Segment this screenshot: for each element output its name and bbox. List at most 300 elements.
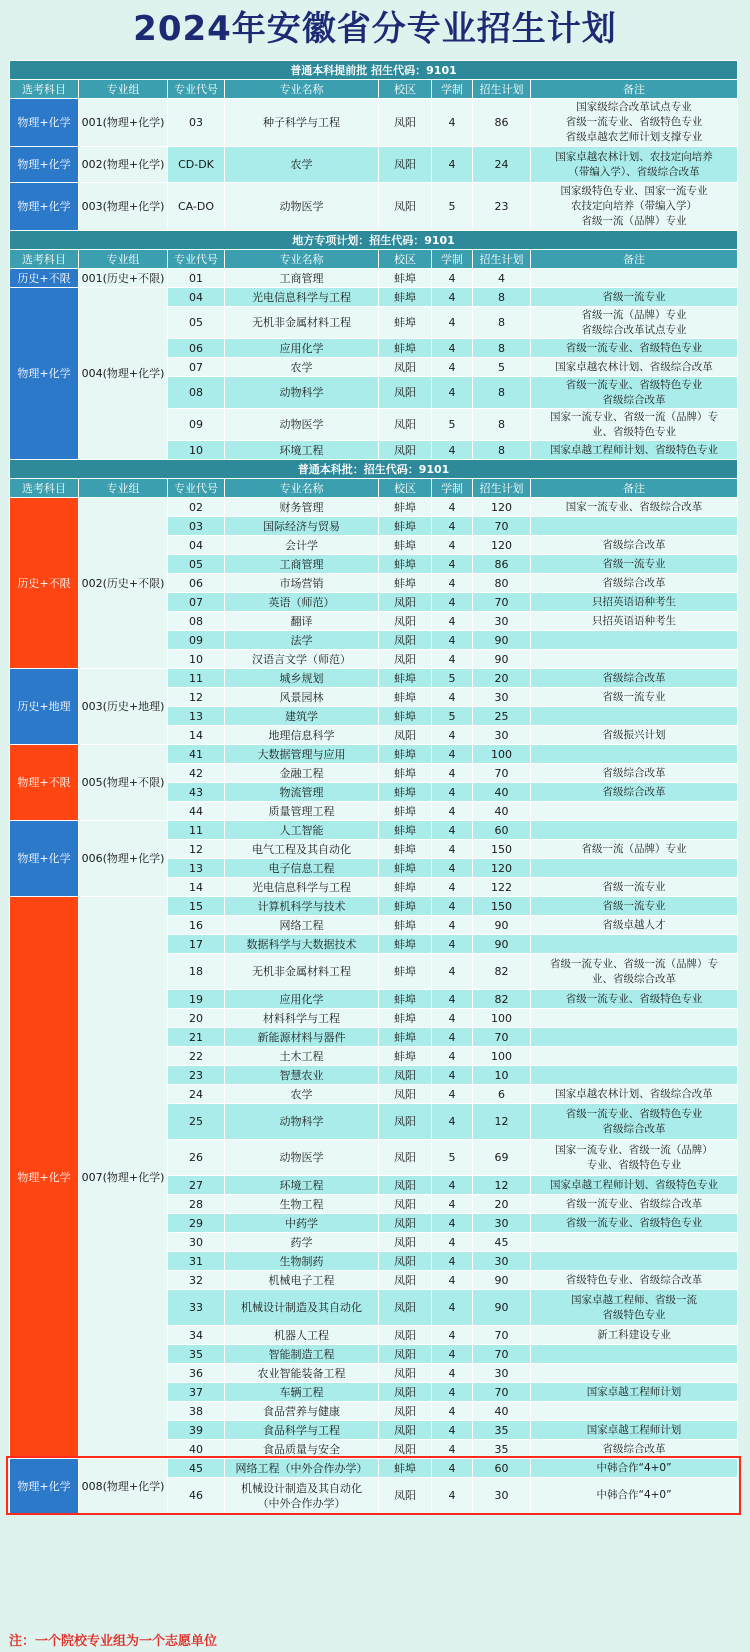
plan-count-cell: 70 [473,593,531,612]
plan-count-cell: 150 [473,897,531,916]
major-name-cell: 电子信息工程 [225,859,379,878]
campus-cell: 蚌埠 [379,669,432,688]
major-name-cell: 金融工程 [225,764,379,783]
campus-cell: 凤阳 [379,441,432,460]
campus-cell: 蚌埠 [379,1459,432,1478]
subject-cell: 物理+不限 [10,745,79,821]
note-cell [531,1047,738,1066]
table-row [10,147,738,183]
plan-count-cell: 12 [473,1104,531,1140]
column-header: 专业组 [79,250,168,269]
plan-count-cell: 40 [473,783,531,802]
campus-cell: 蚌埠 [379,783,432,802]
campus-cell: 凤阳 [379,147,432,183]
table-row [10,821,738,840]
note-cell [531,1252,738,1271]
plan-count-cell: 35 [473,1421,531,1440]
group-cell: 005(物理+不限) [79,745,168,821]
subject-cell: 历史+不限 [10,269,79,288]
years-cell: 4 [432,1066,473,1085]
campus-cell: 凤阳 [379,358,432,377]
major-code-cell: 03 [168,99,225,147]
note-cell: 只招英语语种考生 [531,612,738,631]
campus-cell: 蚌埠 [379,498,432,517]
page-title: 2024年安徽省分专业招生计划 [133,9,617,49]
subject-cell: 物理+化学 [10,99,79,147]
major-name-cell: 生物制药 [225,1252,379,1271]
years-cell: 5 [432,707,473,726]
campus-cell: 蚌埠 [379,897,432,916]
table-row [10,288,738,307]
years-cell: 4 [432,916,473,935]
campus-cell: 蚌埠 [379,935,432,954]
plan-count-cell: 90 [473,650,531,669]
campus-cell: 凤阳 [379,1104,432,1140]
campus-cell: 凤阳 [379,650,432,669]
note-cell: 国家卓越工程师计划、省级特色专业 [531,1176,738,1195]
plan-count-cell: 30 [473,688,531,707]
major-name-cell: 动物医学 [225,1140,379,1176]
major-name-cell: 应用化学 [225,990,379,1009]
major-code-cell: 14 [168,878,225,897]
column-header-row [10,479,738,498]
major-code-cell: 06 [168,574,225,593]
campus-cell: 蚌埠 [379,764,432,783]
plan-count-cell: 8 [473,441,531,460]
major-code-cell: 45 [168,1459,225,1478]
years-cell: 4 [432,307,473,339]
campus-cell: 凤阳 [379,1214,432,1233]
group-cell: 006(物理+化学) [79,821,168,897]
years-cell: 4 [432,802,473,821]
plan-count-cell: 30 [473,1252,531,1271]
plan-count-cell: 86 [473,99,531,147]
plan-count-cell: 35 [473,1440,531,1459]
major-code-cell: 17 [168,935,225,954]
major-name-cell: 智能制造工程 [225,1345,379,1364]
plan-count-cell: 40 [473,1402,531,1421]
note-cell: 省级一流专业、省级一流（品牌）专 业、省级综合改革 [531,954,738,990]
note-cell: 国家级综合改革试点专业 省级一流专业、省级特色专业 省级卓越农艺师计划支撑专业 [531,99,738,147]
major-code-cell: 08 [168,377,225,409]
years-cell: 4 [432,555,473,574]
major-name-cell: 智慧农业 [225,1066,379,1085]
major-name-cell: 会计学 [225,536,379,555]
years-cell: 4 [432,1252,473,1271]
major-name-cell: 光电信息科学与工程 [225,878,379,897]
note-cell [531,821,738,840]
subject-cell: 物理+化学 [10,1459,79,1514]
major-name-cell: 新能源材料与器件 [225,1028,379,1047]
major-name-cell: 英语（师范） [225,593,379,612]
subject-cell: 物理+化学 [10,897,79,1459]
note-cell [531,650,738,669]
major-name-cell: 翻译 [225,612,379,631]
note-cell [531,1345,738,1364]
years-cell: 4 [432,1364,473,1383]
column-header: 专业名称 [225,80,379,99]
major-code-cell: 29 [168,1214,225,1233]
note-cell: 省级一流专业、省级综合改革 [531,1195,738,1214]
major-code-cell: 28 [168,1195,225,1214]
column-header: 专业代号 [168,479,225,498]
column-header-row [10,80,738,99]
campus-cell: 蚌埠 [379,802,432,821]
major-code-cell: 41 [168,745,225,764]
campus-cell: 凤阳 [379,1271,432,1290]
campus-cell: 凤阳 [379,726,432,745]
major-name-cell: 材料科学与工程 [225,1009,379,1028]
column-header: 校区 [379,479,432,498]
major-name-cell: 动物医学 [225,409,379,441]
years-cell: 4 [432,1176,473,1195]
plan-count-cell: 4 [473,269,531,288]
major-name-cell: 市场营销 [225,574,379,593]
campus-cell: 蚌埠 [379,1047,432,1066]
years-cell: 4 [432,1421,473,1440]
note-cell: 省级一流（品牌）专业 [531,840,738,859]
column-header: 备注 [531,250,738,269]
years-cell: 4 [432,631,473,650]
campus-cell: 凤阳 [379,1421,432,1440]
years-cell: 4 [432,935,473,954]
major-code-cell: 39 [168,1421,225,1440]
major-code-cell: 37 [168,1383,225,1402]
campus-cell: 蚌埠 [379,269,432,288]
years-cell: 4 [432,377,473,409]
major-code-cell: 10 [168,441,225,460]
campus-cell: 蚌埠 [379,821,432,840]
column-header: 招生计划 [473,80,531,99]
column-header: 专业组 [79,479,168,498]
note-cell [531,859,738,878]
plan-count-cell: 69 [473,1140,531,1176]
years-cell: 4 [432,764,473,783]
major-code-cell: 22 [168,1047,225,1066]
campus-cell: 凤阳 [379,1195,432,1214]
major-name-cell: 动物科学 [225,1104,379,1140]
group-cell: 002(历史+不限) [79,498,168,669]
table-row [10,183,738,231]
column-header-row [10,250,738,269]
campus-cell: 凤阳 [379,1176,432,1195]
note-cell: 国家一流专业、省级一流（品牌）专 业、省级特色专业 [531,409,738,441]
major-name-cell: 网络工程 [225,916,379,935]
campus-cell: 凤阳 [379,1364,432,1383]
campus-cell: 凤阳 [379,1085,432,1104]
campus-cell: 凤阳 [379,1345,432,1364]
column-header: 专业名称 [225,250,379,269]
years-cell: 4 [432,441,473,460]
campus-cell: 凤阳 [379,377,432,409]
plan-count-cell: 8 [473,288,531,307]
plan-count-cell: 60 [473,1459,531,1478]
years-cell: 4 [432,536,473,555]
years-cell: 4 [432,593,473,612]
campus-cell: 凤阳 [379,1440,432,1459]
years-cell: 5 [432,409,473,441]
major-name-cell: 农学 [225,147,379,183]
subject-cell: 历史+地理 [10,669,79,745]
section-title: 普通本科批：招生代码：9101 [10,460,738,479]
plan-count-cell: 70 [473,764,531,783]
column-header: 学制 [432,80,473,99]
campus-cell: 凤阳 [379,1140,432,1176]
major-code-cell: 12 [168,840,225,859]
note-cell: 省级一流专业、省级特色专业 [531,339,738,358]
table-row [10,745,738,764]
subject-cell: 物理+化学 [10,147,79,183]
major-code-cell: 23 [168,1066,225,1085]
group-cell: 007(物理+化学) [79,897,168,1459]
major-name-cell: 动物科学 [225,377,379,409]
years-cell: 4 [432,1478,473,1514]
column-header: 专业代号 [168,250,225,269]
note-cell: 省级一流专业 [531,688,738,707]
major-code-cell: 34 [168,1326,225,1345]
major-name-cell: 无机非金属材料工程 [225,307,379,339]
note-cell [531,517,738,536]
group-cell: 003(历史+地理) [79,669,168,745]
campus-cell: 蚌埠 [379,307,432,339]
major-code-cell: 27 [168,1176,225,1195]
campus-cell: 蚌埠 [379,859,432,878]
major-code-cell: 24 [168,1085,225,1104]
plan-count-cell: 82 [473,990,531,1009]
note-cell: 中韩合作“4+0” [531,1459,738,1478]
campus-cell: 凤阳 [379,99,432,147]
major-code-cell: 09 [168,409,225,441]
years-cell: 4 [432,99,473,147]
note-cell [531,802,738,821]
plan-count-cell: 5 [473,358,531,377]
plan-count-cell: 70 [473,1345,531,1364]
years-cell: 4 [432,688,473,707]
major-name-cell: 国际经济与贸易 [225,517,379,536]
plan-count-cell: 6 [473,1085,531,1104]
note-cell: 省级综合改革 [531,1440,738,1459]
major-code-cell: 21 [168,1028,225,1047]
note-cell: 国家一流专业、省级一流（品牌） 专业、省级特色专业 [531,1140,738,1176]
note-cell: 国家卓越工程师计划、省级特色专业 [531,441,738,460]
major-name-cell: 种子科学与工程 [225,99,379,147]
years-cell: 4 [432,1214,473,1233]
note-cell: 中韩合作“4+0” [531,1478,738,1514]
major-code-cell: 12 [168,688,225,707]
note-cell: 省级一流专业 [531,288,738,307]
years-cell: 4 [432,1402,473,1421]
major-code-cell: 07 [168,593,225,612]
plan-count-cell: 10 [473,1066,531,1085]
campus-cell: 蚌埠 [379,574,432,593]
note-cell [531,707,738,726]
note-cell: 省级综合改革 [531,764,738,783]
note-cell: 国家卓越农林计划、省级综合改革 [531,1085,738,1104]
years-cell: 4 [432,1326,473,1345]
column-header: 学制 [432,250,473,269]
major-code-cell: 31 [168,1252,225,1271]
major-name-cell: 机器人工程 [225,1326,379,1345]
note-cell [531,631,738,650]
major-name-cell: 财务管理 [225,498,379,517]
major-code-cell: CA-DO [168,183,225,231]
plan-count-cell: 90 [473,935,531,954]
major-name-cell: 电气工程及其自动化 [225,840,379,859]
column-header: 备注 [531,479,738,498]
column-header: 备注 [531,80,738,99]
major-code-cell: 02 [168,498,225,517]
note-cell: 省级振兴计划 [531,726,738,745]
major-code-cell: 18 [168,954,225,990]
plan-count-cell: 70 [473,1383,531,1402]
major-code-cell: 44 [168,802,225,821]
group-cell: 004(物理+化学) [79,288,168,460]
column-header: 选考科目 [10,479,79,498]
note-cell: 省级一流专业 [531,878,738,897]
years-cell: 4 [432,859,473,878]
years-cell: 5 [432,183,473,231]
note-cell: 省级一流专业、省级特色专业 省级综合改革 [531,1104,738,1140]
plan-count-cell: 8 [473,307,531,339]
major-name-cell: 农学 [225,1085,379,1104]
major-code-cell: 11 [168,821,225,840]
table-row [10,1459,738,1478]
major-code-cell: 11 [168,669,225,688]
years-cell: 4 [432,650,473,669]
plan-count-cell: 8 [473,409,531,441]
campus-cell: 蚌埠 [379,688,432,707]
major-name-cell: 车辆工程 [225,1383,379,1402]
major-name-cell: 汉语言文学（师范） [225,650,379,669]
note-cell: 国家卓越农林计划、省级综合改革 [531,358,738,377]
major-name-cell: 光电信息科学与工程 [225,288,379,307]
major-name-cell: 食品科学与工程 [225,1421,379,1440]
plan-count-cell: 90 [473,1290,531,1326]
plan-count-cell: 120 [473,536,531,555]
major-code-cell: 25 [168,1104,225,1140]
campus-cell: 蚌埠 [379,288,432,307]
admission-plan-table-wrapper [9,60,737,1514]
major-name-cell: 建筑学 [225,707,379,726]
years-cell: 4 [432,1195,473,1214]
note-cell [531,1402,738,1421]
major-code-cell: 30 [168,1233,225,1252]
major-code-cell: 01 [168,269,225,288]
major-name-cell: 网络工程（中外合作办学） [225,1459,379,1478]
note-cell: 省级综合改革 [531,783,738,802]
major-code-cell: 05 [168,555,225,574]
note-cell: 省级综合改革 [531,536,738,555]
major-name-cell: 机械设计制造及其自动化 （中外合作办学） [225,1478,379,1514]
years-cell: 4 [432,1047,473,1066]
major-code-cell: 20 [168,1009,225,1028]
campus-cell: 蚌埠 [379,990,432,1009]
major-code-cell: 06 [168,339,225,358]
major-code-cell: 33 [168,1290,225,1326]
plan-count-cell: 100 [473,745,531,764]
subject-cell: 历史+不限 [10,498,79,669]
column-header: 校区 [379,80,432,99]
campus-cell: 凤阳 [379,1383,432,1402]
major-name-cell: 地理信息科学 [225,726,379,745]
major-name-cell: 环境工程 [225,1176,379,1195]
years-cell: 4 [432,1290,473,1326]
major-name-cell: 机械电子工程 [225,1271,379,1290]
years-cell: 4 [432,1459,473,1478]
years-cell: 4 [432,878,473,897]
subject-cell: 物理+化学 [10,183,79,231]
years-cell: 4 [432,1233,473,1252]
footnote: 注：一个院校专业组为一个志愿单位 [9,1634,218,1649]
note-cell: 省级综合改革 [531,574,738,593]
major-code-cell: 38 [168,1402,225,1421]
plan-count-cell: 70 [473,1326,531,1345]
major-code-cell: 13 [168,859,225,878]
campus-cell: 蚌埠 [379,954,432,990]
column-header: 选考科目 [10,250,79,269]
years-cell: 4 [432,269,473,288]
campus-cell: 凤阳 [379,1402,432,1421]
campus-cell: 蚌埠 [379,707,432,726]
major-name-cell: 土木工程 [225,1047,379,1066]
major-name-cell: 农业智能装备工程 [225,1364,379,1383]
campus-cell: 凤阳 [379,1326,432,1345]
campus-cell: 凤阳 [379,183,432,231]
column-header: 专业组 [79,80,168,99]
campus-cell: 凤阳 [379,1290,432,1326]
table-row [10,897,738,916]
plan-count-cell: 70 [473,517,531,536]
campus-cell: 凤阳 [379,1066,432,1085]
plan-count-cell: 120 [473,859,531,878]
column-header: 学制 [432,479,473,498]
note-cell: 省级综合改革 [531,669,738,688]
major-code-cell: 42 [168,764,225,783]
years-cell: 4 [432,147,473,183]
major-name-cell: 人工智能 [225,821,379,840]
major-code-cell: 04 [168,288,225,307]
plan-count-cell: 90 [473,631,531,650]
major-name-cell: 环境工程 [225,441,379,460]
years-cell: 4 [432,990,473,1009]
years-cell: 4 [432,1085,473,1104]
major-code-cell: 32 [168,1271,225,1290]
major-name-cell: 无机非金属材料工程 [225,954,379,990]
campus-cell: 凤阳 [379,593,432,612]
note-cell [531,745,738,764]
plan-count-cell: 45 [473,1233,531,1252]
plan-count-cell: 23 [473,183,531,231]
major-code-cell: 46 [168,1478,225,1514]
years-cell: 5 [432,669,473,688]
plan-count-cell: 100 [473,1009,531,1028]
major-code-cell: 13 [168,707,225,726]
years-cell: 4 [432,821,473,840]
plan-count-cell: 82 [473,954,531,990]
major-name-cell: 机械设计制造及其自动化 [225,1290,379,1326]
major-name-cell: 工商管理 [225,555,379,574]
plan-count-cell: 70 [473,1028,531,1047]
note-cell [531,1066,738,1085]
major-code-cell: 26 [168,1140,225,1176]
major-code-cell: 16 [168,916,225,935]
years-cell: 4 [432,339,473,358]
major-name-cell: 动物医学 [225,183,379,231]
plan-count-cell: 20 [473,1195,531,1214]
major-code-cell: 09 [168,631,225,650]
years-cell: 4 [432,897,473,916]
plan-count-cell: 90 [473,916,531,935]
